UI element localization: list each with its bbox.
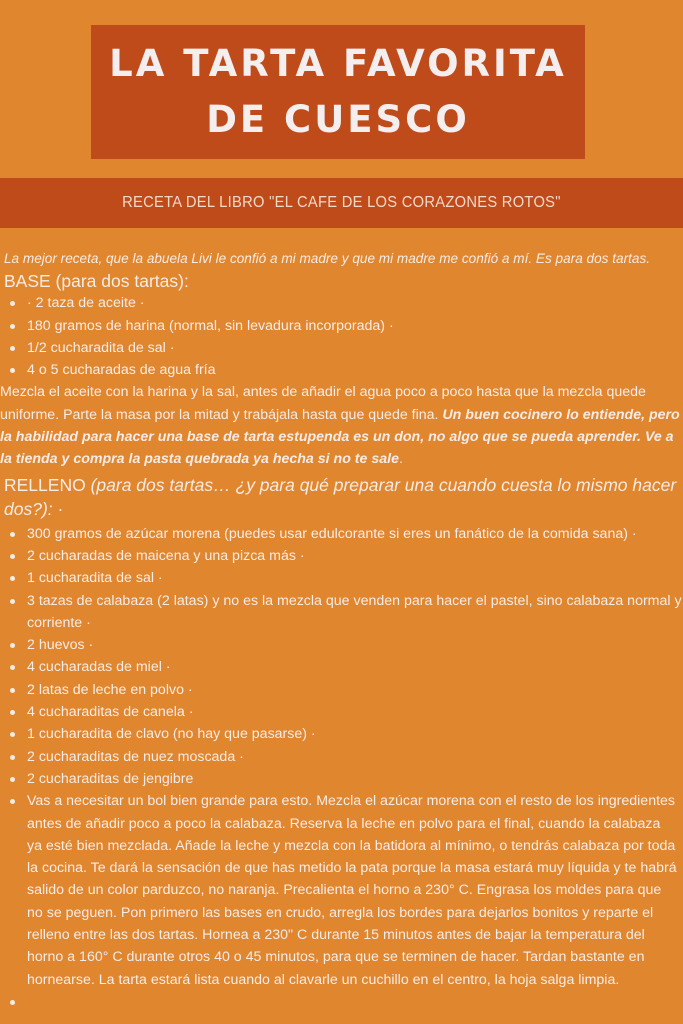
list-item: 180 gramos de harina (normal, sin levadura incorporada) ·: [27, 315, 683, 337]
relleno-heading: [0, 473, 683, 521]
intro-text: La mejor receta, que la abuela Livi le confió a mi madre y que mi madre me confió a mí. Es para dos tartas.: [4, 251, 651, 266]
base-instructions-text: Mezcla el aceite con la harina y la sal, antes de añadir el agua poco a poco hasta que la mezcla quede uniforme. Parte la masa por la mitad y trabájala hasta que quede fina.: [0, 384, 646, 423]
list-item: 2 cucharaditas de nuez moscada ·: [27, 746, 683, 768]
list-item: 2 cucharadas de maicena y una pizca más ·: [27, 545, 683, 567]
relleno-instructions: Vas a necesitar un bol bien grande para esto. Mezcla el azúcar morena con el resto de los ingredientes antes de añadir poco a poco la calabaza. Reserva la leche en polvo para el final, cuando la calabaza ya esté bien mezclada. Añade la leche y mezcla con la batidora al mínimo, o tendrás calabaza por toda la cocina. Te dará la sensación de que has metido la pata porque la masa estará muy líquida y te habrá salido de un color parduzco, no naranja. Precalienta el horno a 230° C. Engrasa los moldes para que no se peguen. Pon primero las bases en crudo, arregla los bordes para dejarlos bonitos y reparte el relleno entre las dos tartas. Hornea a 230" C durante 15 minutos antes de bajar la temperatura del horno a 160° C durante otros 40 o 45 minutos, para que se terminen de hacer. Tardan bastante en hornearse. La tarta estará lista cuando al clavarle un cuchillo en el centro, la hoja salga limpia.: [27, 790, 683, 991]
base-heading: BASE (para dos tartas):: [4, 271, 189, 292]
relleno-heading-label: RELLENO: [4, 474, 86, 495]
list-item: 1/2 cucharadita de sal ·: [27, 337, 683, 359]
list-item: 3 tazas de calabaza (2 latas) y no es la mezcla que venden para hacer el pastel, sino calabaza normal y corriente ·: [27, 590, 683, 635]
list-item: 300 gramos de azúcar morena (puedes usar edulcorante si eres un fanático de la comida sana) ·: [27, 523, 683, 545]
relleno-heading-note: (para dos tartas… ¿y para qué preparar una cuando cuesta lo mismo hacer dos?):: [4, 474, 677, 519]
list-item: 2 huevos ·: [27, 634, 683, 656]
recipe-content: [0, 248, 683, 1013]
list-item: 2 cucharaditas de jengibre: [27, 768, 683, 790]
subtitle: RECETA DEL LIBRO "EL CAFE DE LOS CORAZONES ROTOS": [122, 194, 561, 211]
subtitle-band: [0, 178, 683, 228]
list-item: 4 cucharadas de miel ·: [27, 656, 683, 678]
relleno-ingredient-list: [0, 523, 683, 1013]
title-banner: [91, 25, 585, 159]
base-instructions-end: .: [398, 451, 403, 468]
list-item: 2 latas de leche en polvo ·: [27, 679, 683, 701]
list-item: · 2 taza de aceite ·: [27, 292, 683, 314]
relleno-heading-suffix: ·: [52, 498, 64, 519]
base-ingredient-list: [0, 292, 683, 381]
page-title: LA TARTA FAVORITA DE CUESCO: [109, 42, 567, 141]
list-item: 4 o 5 cucharadas de agua fría: [27, 359, 683, 381]
empty-list-item: [27, 991, 683, 1013]
list-item: 4 cucharaditas de canela ·: [27, 701, 683, 723]
list-item: 1 cucharadita de sal ·: [27, 567, 683, 589]
base-instructions: [0, 381, 683, 470]
list-item: 1 cucharadita de clavo (no hay que pasarse) ·: [27, 723, 683, 745]
base-instructions-emphasis: Un buen cocinero lo entiende, pero la habilidad para hacer una base de tarta estupenda es un don, no algo que se pueda aprender. Ve a la tienda y compra la pasta quebrada ya hecha si no te sale: [0, 406, 680, 468]
